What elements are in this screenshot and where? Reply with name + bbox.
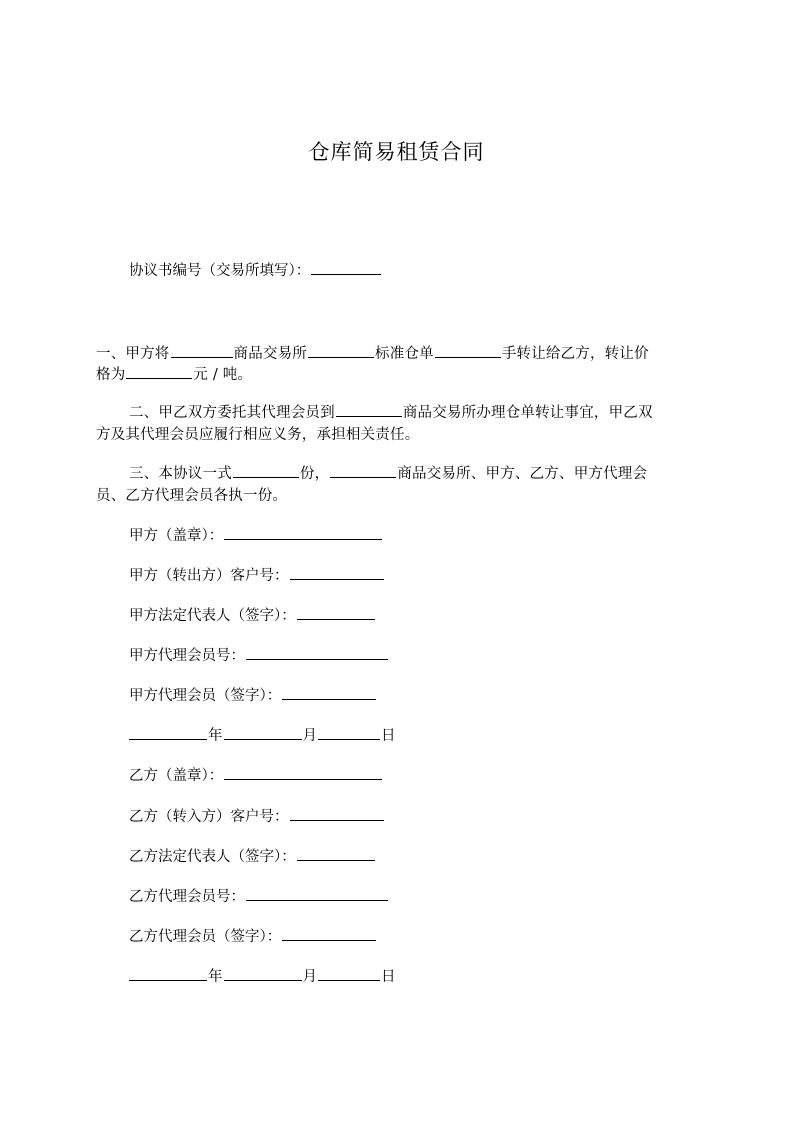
party-b-day-field[interactable] <box>318 966 380 981</box>
party-b-agent-no-label: 乙方代理会员号： <box>129 889 245 905</box>
party-a-day-label: 日 <box>381 728 396 744</box>
party-a-seal-row <box>129 525 733 547</box>
party-a-seal-label: 甲方（盖章）： <box>129 528 224 544</box>
clause-3-text-a: 三、本协议一式 <box>129 466 232 482</box>
clause-1-text-d: 手转让给乙方，转让价 <box>501 346 649 362</box>
warrant-qty-blank[interactable] <box>435 343 501 358</box>
clause-2-line-2: 方及其代理会员应履行相应义务，承担相关责任。 <box>96 427 420 443</box>
clause-3-text-b: 份， <box>299 466 330 482</box>
party-a-legal-label: 甲方法定代表人（签字）： <box>129 608 296 624</box>
clause-1-text-f: 元 / 吨。 <box>193 367 253 383</box>
clause-2-text-a: 二、甲乙双方委托其代理会员到 <box>129 405 335 421</box>
clause-1-text-b: 商品交易所 <box>233 346 307 362</box>
party-a-seal-field[interactable] <box>224 525 382 540</box>
party-b-seal-field[interactable] <box>224 765 382 780</box>
party-b-seal-label: 乙方（盖章）： <box>129 768 224 784</box>
clause-3-line-1 <box>129 463 733 485</box>
party-a-legal-field[interactable] <box>297 605 375 620</box>
party-a-agent-sign-label: 甲方代理会员（签字）： <box>129 688 282 704</box>
party-b-client-row <box>129 806 733 828</box>
party-b-legal-field[interactable] <box>297 846 375 861</box>
party-b-agent-no-field[interactable] <box>246 886 388 901</box>
party-a-legal-row <box>129 605 733 627</box>
clause-1-text-c: 标准仓单 <box>375 346 434 362</box>
party-b-day-label: 日 <box>381 969 396 985</box>
clause-1-text-a: 一、甲方将 <box>96 346 170 362</box>
clause-3-text-c: 商品交易所、甲方、乙方、甲方代理会 <box>397 466 648 482</box>
party-a-agent-sign-row <box>129 685 733 707</box>
party-b-month-field[interactable] <box>224 966 302 981</box>
party-b-agent-sign-row <box>129 926 733 948</box>
copies-blank[interactable] <box>233 463 299 478</box>
party-a-day-field[interactable] <box>318 725 380 740</box>
agreement-no-field[interactable] <box>311 260 381 275</box>
party-a-client-field[interactable] <box>290 565 384 580</box>
clause-2-exchange-blank[interactable] <box>336 402 402 417</box>
party-a-agent-no-label: 甲方代理会员号： <box>129 648 245 664</box>
party-b-legal-row <box>129 846 733 868</box>
clause-3-exchange-blank[interactable] <box>330 463 396 478</box>
agreement-no-row <box>129 260 733 282</box>
party-a-client-label: 甲方（转出方）客户号： <box>129 568 289 584</box>
party-b-seal-row <box>129 765 733 787</box>
clause-3-line-2: 员、乙方代理会员各执一份。 <box>96 488 288 504</box>
seller-blank[interactable] <box>171 343 233 358</box>
party-b-month-label: 月 <box>302 969 317 985</box>
agreement-no-label: 协议书编号（交易所填写）： <box>129 263 311 279</box>
party-a-date-row <box>129 725 733 747</box>
party-b-agent-sign-label: 乙方代理会员（签字）： <box>129 929 282 945</box>
party-b-legal-label: 乙方法定代表人（签字）： <box>129 849 296 865</box>
party-a-client-row <box>129 565 733 587</box>
party-a-agent-no-field[interactable] <box>246 645 388 660</box>
party-a-year-field[interactable] <box>129 725 207 740</box>
exchange-blank[interactable] <box>308 343 374 358</box>
clause-1-text-e: 格为 <box>96 367 126 383</box>
party-a-agent-no-row <box>129 645 733 667</box>
clause-1-line-1 <box>96 343 700 365</box>
party-b-date-row <box>129 966 733 988</box>
clause-2-text-b: 商品交易所办理仓单转让事宜，甲乙双 <box>402 405 653 421</box>
clause-1-line-2 <box>96 364 700 386</box>
clause-2-line-1 <box>129 402 733 424</box>
party-b-agent-no-row <box>129 886 733 908</box>
party-a-month-label: 月 <box>302 728 317 744</box>
document-title: 仓库简易租赁合同 <box>308 140 485 164</box>
party-b-year-field[interactable] <box>129 966 207 981</box>
party-b-year-label: 年 <box>208 969 223 985</box>
party-a-agent-sign-field[interactable] <box>282 685 376 700</box>
party-a-year-label: 年 <box>208 728 223 744</box>
party-a-month-field[interactable] <box>224 725 302 740</box>
party-b-agent-sign-field[interactable] <box>282 926 376 941</box>
party-b-client-field[interactable] <box>290 806 384 821</box>
price-blank[interactable] <box>126 364 192 379</box>
party-b-client-label: 乙方（转入方）客户号： <box>129 809 289 825</box>
